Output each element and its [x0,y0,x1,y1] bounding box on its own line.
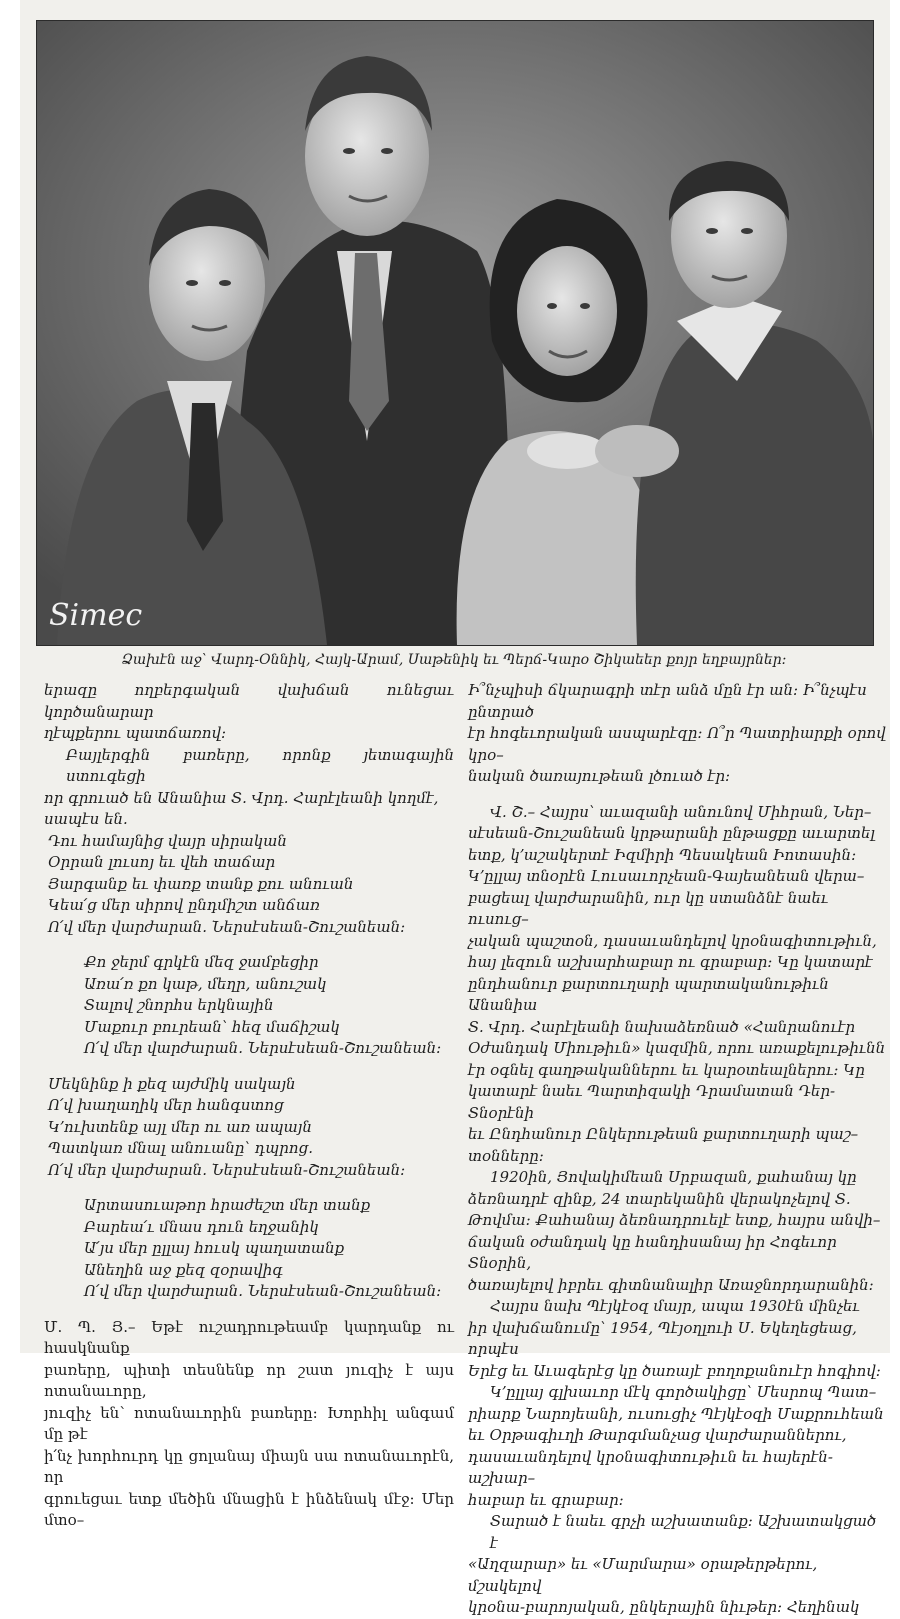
text-line: ետք, կ՚աշակերտէ Իզմիրի Պեսակեան Իոտասին։ [468,845,857,864]
text-line: Հայրս նախ Պէյկէօզ մայր, ապա 1930էն մինչեւ [490,1297,860,1315]
right-para-2 [468,802,886,1168]
poem-stanza-1 [44,831,454,939]
text-line: սապէս են. [44,810,128,828]
text-line: չական պաշտօն, դասաւանդելով կրօնագիտութիւն, [468,931,877,950]
right-para-1 [468,680,886,788]
text-line: նական ծառայութեան լծուած էր։ [468,767,731,785]
text-line: Կ՚ըլլայ գլխաւոր մէկ գործակիցը՝ Մեսրոպ Պատ– [490,1383,877,1401]
poem-line: Յարգանք եւ փառք տանք քու անուան [48,874,354,893]
text-line: Վ. Շ.– Հայրս՝ աւազանի անունով Միհրան, Ներ– [490,802,872,821]
right-para-6 [468,1511,886,1619]
poem-line: Քո ջերմ գրկէն մեզ ջամբեցիր [84,953,319,971]
right-column [468,680,886,1619]
text-line: 1920ին, Յովակիմեան Սրբազան, քահանայ կը [490,1168,857,1186]
poem-line: Ո՛վ մեր վարժարան. Ներսէսեան-Շուշանեան։ [48,917,406,936]
text-line: ընդհանուր քարտուղարի պարտականութիւն Անանիա [468,974,829,1014]
text-line: դասաւանդելով կրօնագիտութիւն եւ հայերէն-աշխար– [468,1447,833,1487]
poem-line: Ո՛վ խաղաղիկ մեր հանգստոց [48,1096,284,1114]
poem-line: Կ՚ուխտենք այլ մեր ու առ ապայն [48,1117,312,1136]
right-para-4 [468,1296,886,1382]
text-line: էր հոգեւորական ասպարէզը։ Ո՞ր Պատրիարքի օրով կրօ– [468,724,886,764]
poem-line: Արտասուաթոր հրաժեշտ մեր տանք [84,1196,371,1214]
text-line: տօնները։ [468,1146,544,1165]
text-line: իր վախճանումը՝ 1954, Պէյօղլուի Ս. Եկեղեցեաց, որպէս [468,1318,857,1358]
right-para-3 [468,1167,886,1296]
text-line: ղէպքերու պատճառով։ [44,724,227,742]
text-line: սէսեան-Շուշանեան կրթարանի ընթացքը աւարտել [468,824,875,842]
poem-line: Պատկառ մնալ անուանը՝ դպրոց. [48,1139,313,1157]
poem-line: Կեա՛ց մեր սիրով ընդմիշտ անճառ [48,896,320,914]
photo-caption: Ձախէն աջ՝ Վարդ-Օննիկ, Հայկ-Արամ, Սաթենիկ եւ Պերճ-Կարօ Շիկաեեր քոյր եղբայրներ։ [121,652,787,668]
left-column [44,680,454,1532]
text-line: հաբար եւ գրաբար։ [468,1490,624,1509]
text-line: Բայլերգին բառերը, որոնք յետագային ստուգեցի [66,745,454,785]
right-para-5 [468,1382,886,1511]
text-line: բառերը, պիտի տեսնենք որ շատ յուզիչ է այս ոտանաւորը, [44,1360,454,1400]
poem-stanza-2 [44,952,454,1060]
text-line: ձեռնադրէ զինք, 24 տարեկանին վերակոչելով Տ. [468,1189,851,1208]
text-line: գրուեցաւ ետք մեծին մնացին է ինձենակ մէջ։ Մեր մտօ– [44,1489,454,1529]
left-intro [44,680,454,831]
studio-stamp: Simec [49,598,143,633]
poem-line: Մեկնինք ի քեզ այժմիկ սակայն [48,1074,296,1093]
text-line: երազը ողբերգական վախճան ունեցաւ կործանարար [44,681,454,721]
text-line: եւ Օրթագիւղի Թարգմանչաց վարժարաններու, [468,1426,847,1444]
text-line: յուզիչ են՝ ոտանաւորին բառերը։ Խորհիլ անգամ մը թէ [44,1403,454,1443]
poem-line: Ո՛վ մեր վարժարան. Ներսէսեան-Շուշանեան։ [84,1039,442,1057]
text-line: Օժանդակ Միութիւն» կազմին, որու առաքելութիւնն [468,1039,886,1057]
poem-line: Առա՛ռ քո կաթ, մեղր, անուշակ [84,974,327,993]
poem-line: Ո՛վ մեր վարժարան. Ներսէսեան-Շուշանեան։ [84,1282,442,1300]
text-line: Թովմա։ Քահանայ ձեռնադրուելէ ետք, հայրս անվի– [468,1211,881,1229]
text-line: ի՛նչ խորհուրդ կը ցոլանայ միայն սա ոտանաւորէն, որ [44,1446,454,1486]
text-line: հայ լեզուն աշխարհաբար ու գրաբար։ Կը կատարէ [468,953,873,971]
left-closing-paragraph [44,1317,454,1532]
poem-line: Բարեա՛ւ մնաս դուն եղջանիկ [84,1217,319,1236]
poem-line: Ա՛յս մեր ըլլայ հուսկ պաղատանք [84,1239,345,1257]
poem-line: Մաքուր բուրեան՝ հեզ մաճիշակ [84,1017,340,1036]
text-line: Երէց եւ Աւագերէց կը ծառայէ բողոքանուէր հոգիով։ [468,1361,881,1380]
text-line: Մ. Պ. Յ.– Եթէ ուշադրութեամբ կարդանք ու հասկնանք [44,1317,454,1357]
text-line: Կ՚ըլլայ տնօրէն Լուսաւորչեան-Գայեանեան վերա– [468,867,865,885]
poem-line: Տալով շնորհս երկնային [84,996,274,1014]
text-line: Տ. Վրդ. Հարէլեանի նախաձեռնած «Հանրանուէր [468,1017,856,1036]
text-line: կատարէ նաեւ Պարտիզակի Դրամատան Դեր-Տնօրէնի [468,1082,836,1122]
poem-line: Ո՛վ մեր վարժարան. Ներսէսեան-Շուշանեան։ [48,1160,406,1179]
text-line: ծառայելով իբրեւ գիտնանալիր Առաջնորդարանին։ [468,1275,874,1294]
text-line: Տարած է նաեւ գրչի աշխատանք։ Աշխատակցած է [490,1512,877,1552]
poem-line: Անեղին աջ քեզ զօրավիգ [84,1260,283,1279]
text-line: եւ Ընդհանուր Ընկերութեան քարտուղարի պաշ– [468,1125,859,1143]
poem-stanza-3 [44,1074,454,1182]
text-line: Ի՞նչպիսի ճկարագրի տէր անձ մըն էր ան։ Ի՞նչպէս ընտրած [468,681,867,721]
poem-stanza-4 [44,1195,454,1303]
text-line: որ գրուած են Անանիա Տ. Վրդ. Հարէլեանի կողմէ, [44,788,439,807]
text-line: ճական օժանդակ կը հանդիսանայ իր Հոգեւոր Տնօրին, [468,1232,837,1272]
text-line: րիարք Նարոյեանի, ուսուցիչ Պէյկէօզի Մաքրուհեան [468,1404,884,1423]
text-line: կրօնա-բարոյական, ընկերային նիւթեր։ Հեղինակ [468,1598,860,1616]
text-line: էր օգնել գաղթականներու եւ կարօտեալներու։ Կը [468,1060,865,1079]
poem-line: Օրրան լուսոյ եւ վեհ տաճար [48,853,276,871]
text-line: «Աղզարար» եւ «Մարմարա» օրաթերթերու, մշակելով [468,1555,818,1595]
text-line: բացեալ վարժարանին, ուր կը ստանձնէ նաեւ ուսուց– [468,888,829,928]
family-photograph [36,20,874,646]
poem-line: Դու համայնից վայր սիրական [48,831,287,850]
